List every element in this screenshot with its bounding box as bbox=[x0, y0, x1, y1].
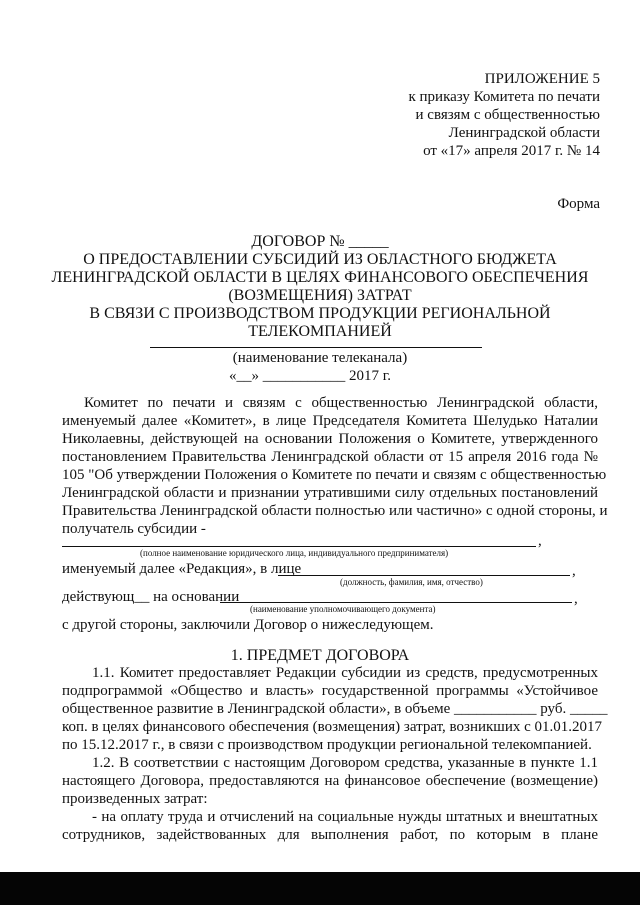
clause-line-2: подпрограммой «Общество и власть» государственной программы «Устойчивое bbox=[62, 683, 598, 699]
recipient-name-line bbox=[62, 546, 536, 547]
contract-title-line-4: В СВЯЗИ С ПРОИЗВОДСТВОМ ПРОДУКЦИИ РЕГИОНАЛЬНОЙ bbox=[89, 305, 551, 322]
contract-title-line-3: (ВОЗМЕЩЕНИЯ) ЗАТРАТ bbox=[228, 287, 412, 304]
channel-caption: (наименование телеканала) bbox=[232, 350, 408, 366]
conclusion-line: с другой стороны, заключили Договор о нижеследующем. bbox=[62, 617, 434, 633]
clause-line-6: 1.2. В соответствии с настоящим Договором средства, указанные в пункте 1.1 bbox=[92, 755, 598, 771]
clause-line-3: общественное развитие в Ленинградской области», в объеме ___________ руб. _____ bbox=[62, 701, 608, 717]
editorial-prefix: именуемый далее «Редакция», в лице bbox=[62, 561, 302, 577]
acting-prefix: действующ__ на основании bbox=[62, 589, 240, 605]
scan-bottom-edge bbox=[0, 872, 640, 905]
intro-line-5: 105 "Об утверждении Положения о Комитете по печати и связям с общественностью bbox=[62, 467, 607, 483]
contract-title-line-1: О ПРЕДОСТАВЛЕНИИ СУБСИДИЙ ИЗ ОБЛАСТНОГО БЮДЖЕТА bbox=[83, 251, 557, 268]
clause-line-8: произведенных затрат: bbox=[62, 791, 208, 807]
clause-line-9: - на оплату труда и отчислений на социальные нужды штатных и внештатных bbox=[92, 809, 598, 825]
appendix-line-3: Ленинградской области bbox=[448, 125, 600, 141]
appendix-title: ПРИЛОЖЕНИЕ 5 bbox=[484, 71, 600, 87]
intro-line-3: Николаевны, действующей на основании Положения о Комитете, утвержденного bbox=[62, 431, 598, 447]
intro-line-7: Правительства Ленинградской области полностью или частично» с одной стороны, и bbox=[62, 503, 608, 519]
intro-line-2: именуемый далее «Комитет», в лице Председателя Комитета Шелудько Наталии bbox=[62, 413, 598, 429]
appendix-line-2: и связям с общественностью bbox=[415, 107, 600, 123]
intro-line-1: Комитет по печати и связям с общественностью Ленинградской области, bbox=[84, 395, 598, 411]
contract-title-line-5: ТЕЛЕКОМПАНИЕЙ bbox=[248, 323, 392, 340]
appendix-line-1: к приказу Комитета по печати bbox=[408, 89, 600, 105]
clause-line-1: 1.1. Комитет предоставляет Редакции субсидии из средств, предусмотренных bbox=[92, 665, 598, 681]
intro-line-4: постановлением Правительства Ленинградской области от 15 апреля 2016 года № bbox=[62, 449, 598, 465]
acting-comma: , bbox=[574, 591, 578, 607]
contract-title-line-2: ЛЕНИНГРАДСКОЙ ОБЛАСТИ В ЦЕЛЯХ ФИНАНСОВОГО ОБЕСПЕЧЕНИЯ bbox=[51, 269, 589, 286]
editorial-caption: (должность, фамилия, имя, отчество) bbox=[340, 577, 483, 587]
contract-number-heading: ДОГОВОР № _____ bbox=[251, 233, 389, 250]
contract-date: «__» ___________ 2017 г. bbox=[229, 368, 391, 384]
editorial-comma: , bbox=[572, 563, 576, 579]
channel-name-line bbox=[150, 347, 482, 348]
clause-line-10: сотрудников, задействованных для выполнения работ, по которым в плане bbox=[62, 827, 598, 843]
appendix-line-4: от «17» апреля 2017 г. № 14 bbox=[423, 143, 600, 159]
clause-line-7: настоящего Договора, предоставляются на финансовое обеспечение (возмещение) bbox=[62, 773, 598, 789]
intro-line-6: Ленинградской области и признании утратившими силу отдельных постановлений bbox=[62, 485, 598, 501]
clause-line-5: по 15.12.2017 г., в связи с производством продукции региональной телекомпанией. bbox=[62, 737, 592, 753]
section-1-title: 1. ПРЕДМЕТ ДОГОВОРА bbox=[230, 647, 410, 664]
form-label: Форма bbox=[557, 196, 600, 212]
intro-line-8: получатель субсидии - bbox=[62, 521, 206, 537]
acting-caption: (наименование уполномочивающего документа) bbox=[250, 604, 436, 614]
editorial-representative-line bbox=[278, 575, 570, 576]
clause-line-4: коп. в целях финансового обеспечения (возмещения) затрат, возникших с 01.01.2017 bbox=[62, 719, 603, 735]
authorizing-document-line bbox=[220, 602, 572, 603]
recipient-comma: , bbox=[538, 533, 542, 549]
recipient-caption: (полное наименование юридического лица, индивидуального предпринимателя) bbox=[140, 548, 449, 558]
